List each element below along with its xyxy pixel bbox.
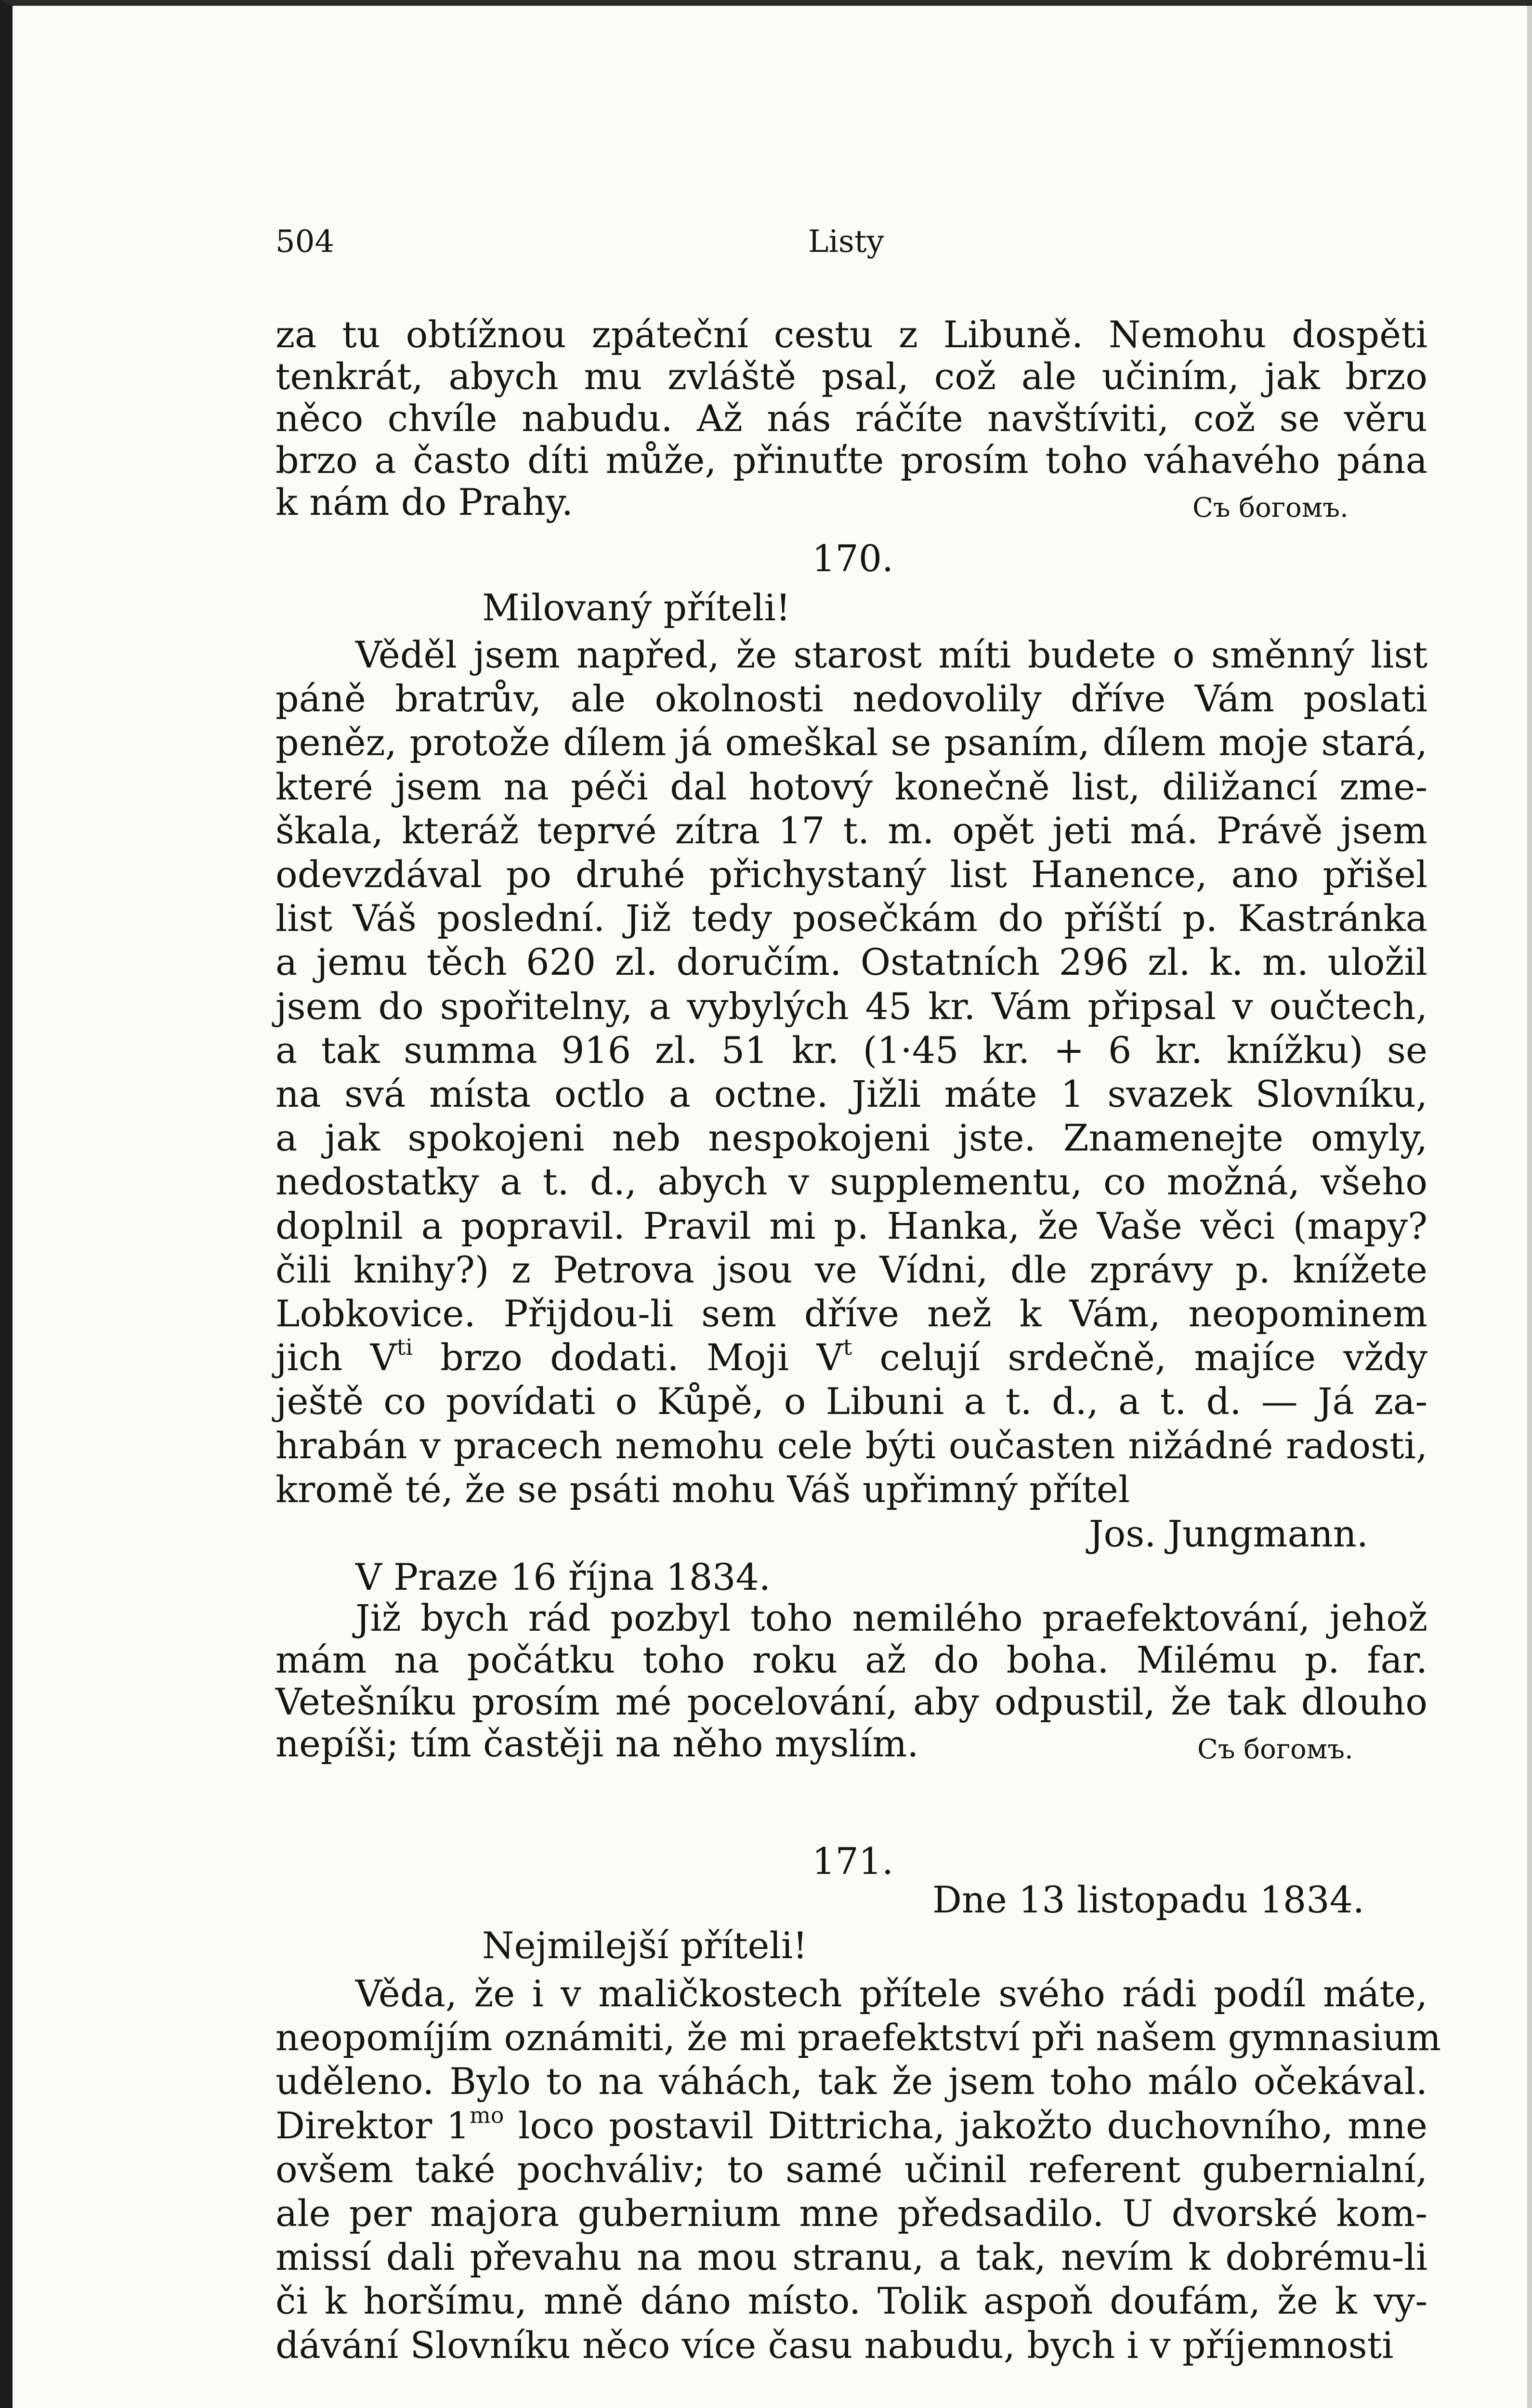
- text-line: missí dali převahu na mou stranu, a tak, nevím k dobrému-li: [275, 2236, 1427, 2279]
- text-line: na svá místa octlo a octne. Jižli máte 1 svazek Slovníku,: [275, 1073, 1427, 1115]
- text-line: ještě co povídati o Kůpě, o Libuni a t. d., a t. d. — Já za-: [275, 1380, 1427, 1423]
- text-line: k nám do Prahy.: [275, 481, 573, 523]
- salutation: Nejmilejší příteli!: [482, 1924, 808, 1967]
- text-line: Lobkovice. Přijdou-li sem dříve než k Vám, neopominem: [275, 1292, 1427, 1335]
- text-line: škala, kteráž teprvé zítra 17 t. m. opět jeti má. Právě jsem: [275, 809, 1427, 852]
- postscript-line: nepíši; tím častěji na něho myslím.: [275, 1722, 919, 1765]
- text-line: tenkrát, abych mu zvláště psal, což ale učiním, jak brzo: [275, 355, 1427, 398]
- closing-formula: Съ богомъ.: [1192, 492, 1349, 523]
- text-line: dávání Slovníku něco více času nabudu, bych i v příjemnosti: [275, 2323, 1394, 2367]
- text-line: uděleno. Bylo to na váhách, tak že jsem toho málo očekával.: [275, 2060, 1427, 2103]
- postscript-line: Již bych rád pozbyl toho nemilého praefektování, jehož: [355, 1597, 1427, 1639]
- text-line: nedostatky a t. d., abych v supplementu, co možná, všeho: [275, 1160, 1427, 1204]
- text-line: čili knihy?) z Petrova jsou ve Vídni, dle zprávy p. knížete: [275, 1248, 1427, 1291]
- text-line: peněz, protože dílem já omeškal se psaním, dílem moje stará,: [275, 721, 1427, 764]
- text-line: hrabán v pracech nemohu cele býti oučasten nižádné radosti,: [275, 1424, 1427, 1467]
- text-line: kromě té, že se psáti mohu Váš upřimný přítel: [275, 1467, 1130, 1511]
- text-line: odevzdával po druhé přichystaný list Hanence, ano přišel: [275, 853, 1427, 896]
- closing-formula: Съ богомъ.: [1197, 1734, 1353, 1765]
- letter-date: Dne 13 listopadu 1834.: [932, 1878, 1365, 1921]
- text-line: jsem do spořitelny, a vybylých 45 kr. Vám připsal v oučtech,: [275, 984, 1427, 1028]
- salutation: Milovaný příteli!: [482, 586, 791, 629]
- text-line: a jemu těch 620 zl. doručím. Ostatních 296 zl. k. m. uložil: [275, 941, 1427, 984]
- text-line: za tu obtížnou zpáteční cestu z Libuně. Nemohu dospěti: [275, 313, 1427, 356]
- text-line: list Váš poslední. Již tedy posečkám do příští p. Kastránka: [275, 897, 1427, 940]
- text-line: ale per majora gubernium mne předsadilo. U dvorské kom-: [275, 2192, 1427, 2235]
- text-line: a tak summa 916 zl. 51 kr. (1·45 kr. + 6 kr. knížku) se: [275, 1028, 1427, 1072]
- page-edge: [1527, 6, 1532, 2408]
- running-title: Listy: [808, 224, 884, 260]
- page-number: 504: [275, 224, 335, 260]
- text-line: doplnil a popravil. Pravil mi p. Hanka, že Vaše věci (mapy?: [275, 1204, 1427, 1247]
- text-line: neopomíjím oznámiti, že mi praefektství při našem gymnasium: [275, 2016, 1441, 2059]
- text-line: jich $V^{ti}$ brzo dodati. Moji $V^t$ celují srdečně, majíce vždy: [275, 1334, 1427, 1379]
- postscript-line: Vetešníku prosím mé pocelování, aby odpustil, že tak dlouho: [275, 1680, 1427, 1723]
- place-date: V Praze 16 října 1834.: [355, 1556, 771, 1598]
- text-line: či k horšímu, mně dáno místo. Tolik aspoň doufám, že k vy-: [275, 2279, 1427, 2323]
- text-line: Věda, že i v maličkostech přítele svého rádi podíl máte,: [355, 1972, 1427, 2015]
- postscript-line: mám na počátku toho roku až do boha. Milému p. far.: [275, 1638, 1427, 1681]
- text-line: a jak spokojeni neb nespokojeni jste. Znamenejte omyly,: [275, 1116, 1427, 1160]
- text-line: páně bratrův, ale okolnosti nedovolily dříve Vám poslati: [275, 677, 1427, 720]
- letter-number: 171.: [812, 1840, 894, 1883]
- text-line: Direktor $1^{mo}$ loco postavil Dittricha, jakožto duchovního, mne: [275, 2102, 1427, 2147]
- text-line: brzo a často díti může, přinuťte prosím toho váhavého pána: [275, 439, 1427, 482]
- signature: Jos. Jungmann.: [1089, 1512, 1368, 1555]
- text-line: které jsem na péči dal hotový konečně list, diližancí zme-: [275, 765, 1427, 808]
- text-line: ovšem také pochváliv; to samé učinil referent gubernialní,: [275, 2147, 1427, 2191]
- letter-number: 170.: [812, 537, 894, 580]
- text-line: něco chvíle nabudu. Až nás ráčíte navštíviti, což se věru: [275, 397, 1427, 440]
- text-line: Věděl jsem napřed, že starost míti budete o směnný list: [355, 633, 1427, 676]
